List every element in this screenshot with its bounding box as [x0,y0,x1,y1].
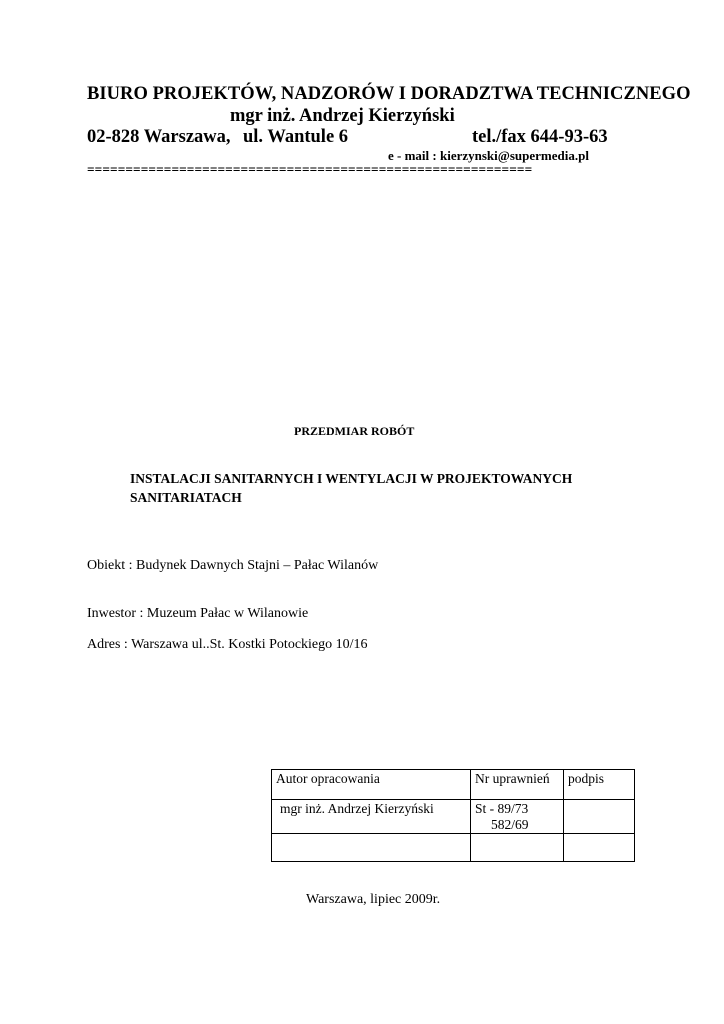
address-row [87,127,607,149]
document-title: PRZEDMIAR ROBÓT [294,424,415,438]
license-cell [471,800,564,834]
header-license: Nr uprawnień [471,770,564,800]
phone-fax: tel./fax 644-93-63 [472,127,608,147]
table-row [272,800,635,834]
email-line: e - mail : kierzynski@supermedia.pl [388,148,589,163]
empty-cell [272,834,471,862]
engineer-name: mgr inż. Andrzej Kierzyński [230,106,455,126]
table-header-row [272,770,635,800]
address-street: ul. Wantule 6 [243,127,349,147]
license-line-1: St - 89/73 [475,801,529,816]
document-subtitle: INSTALACJI SANITARNYCH I WENTYLACJI W PROJEKTOWANYCH SANITARIATACH [130,471,573,505]
place-date: Warszawa, lipiec 2009r. [306,892,441,907]
address-city: 02-828 Warszawa, [87,127,231,147]
header-signature: podpis [564,770,635,800]
authorship-table [271,769,635,862]
header-divider: ========================================================== [87,162,533,177]
header-author: Autor opracowania [272,770,471,800]
empty-cell [564,834,635,862]
author-value: mgr inż. Andrzej Kierzyński [280,801,434,816]
signature-cell [564,800,635,834]
table-row-empty [272,834,635,862]
author-cell [272,800,471,834]
empty-cell [471,834,564,862]
info-investor: Inwestor : Muzeum Pałac w Wilanowie [87,606,309,621]
license-line-2: 582/69 [491,817,529,832]
company-name: BIURO PROJEKTÓW, NADZORÓW I DORADZTWA TECHNICZNEGO [87,84,691,104]
info-object: Obiekt : Budynek Dawnych Stajni – Pałac Wilanów [87,558,379,573]
info-address: Adres : Warszawa ul..St. Kostki Potockiego 10/16 [87,637,368,652]
